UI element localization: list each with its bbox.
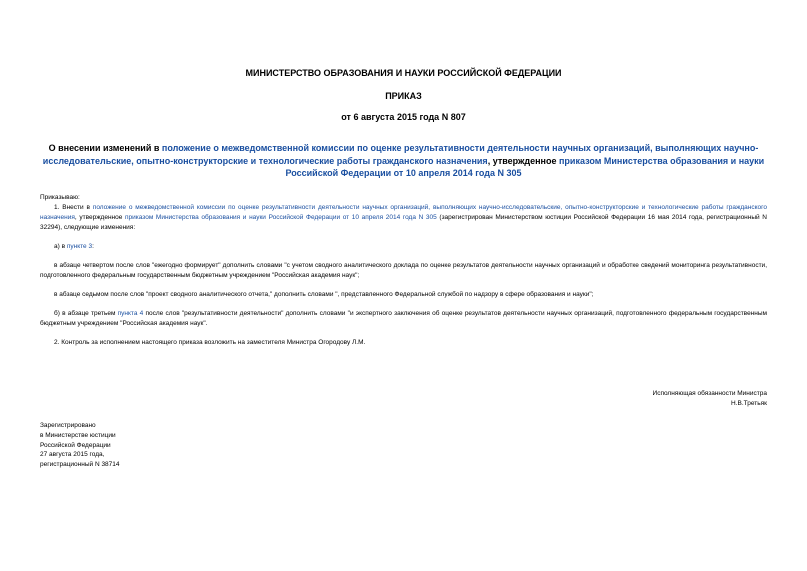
subject-middle: , утвержденное — [487, 155, 559, 166]
item-b-link[interactable]: пункта 4 — [117, 310, 144, 317]
item-a-paragraph-2: в абзаце седьмом после слов "проект сводного аналитического отчета," дополнить словами ", представленного Федеральной службой по надзору в сфере образования и науки"; — [54, 291, 594, 298]
item-a — [40, 242, 767, 252]
registration-block — [40, 421, 120, 470]
item-b-prefix: б) в абзаце третьем — [54, 310, 118, 317]
subject-link-order[interactable]: приказом Министерства образования и науки Российской Федерации от 10 апреля 2014 года N 305 — [285, 155, 765, 178]
registration-line-4: 27 августа 2015 года, — [40, 451, 105, 459]
document-subject — [42, 142, 765, 180]
date-number-heading: от 6 августа 2015 года N 807 — [341, 112, 466, 122]
item-b-suffix: после слов "результативности деятельности" дополнить словами "и экспертного заключения об оценке результатов деятельности научных организаций, подготовленного федеральным государственным бюджетным учреждением "Российская академия наук". — [40, 310, 768, 327]
signature-title: Исполняющая обязанности Министра — [652, 390, 767, 397]
p1-link-order[interactable]: приказом Министерства образования и науки Российской Федерации от 10 апреля 2014 года N 305 — [125, 214, 437, 221]
item-a-suffix: : — [92, 243, 94, 250]
document-body — [40, 193, 767, 348]
registration-line-3: Российской Федерации — [40, 441, 111, 449]
registration-line-5: регистрационный N 38714 — [40, 461, 120, 469]
registration-line-1: Зарегистрировано — [40, 422, 96, 429]
item-b — [40, 309, 767, 329]
item-a-link[interactable]: пункте 3 — [66, 243, 93, 250]
paragraph-2: 2. Контроль за исполнением настоящего приказа возложить на заместителя Министра Огородову Л.М. — [54, 339, 366, 346]
item-a-paragraph-1: в абзаце четвертом после слов "ежегодно формирует" дополнить словами "с учетом сводного аналитического доклада по оценке результатов деятельности научных организаций и обработке сведений мониторинга результативности, подготовленного федеральным государственным бюджетным учреждением "Российская академия наук"; — [40, 262, 767, 279]
order-word: Приказываю: — [40, 194, 80, 201]
item-a-prefix: а) в — [54, 243, 67, 250]
doc-type-heading: ПРИКАЗ — [385, 91, 422, 101]
signature-name: Н.В.Третьяк — [731, 400, 767, 407]
p1-link-regulation[interactable]: положение о межведомственной комиссии по оценке результативности деятельности научных организаций, выполняющих научно-исследовательские, опытно-конструкторские и технологические работы гражданского назначения — [40, 204, 767, 221]
p1-prefix: 1. Внести в — [54, 204, 93, 211]
subject-prefix: О внесении изменений в — [48, 143, 162, 153]
p1-mid: , утвержденное — [74, 214, 125, 221]
p1-suffix: (зарегистрирован Министерством юстиции Российской Федерации 16 мая 2014 года, регистрационный N 32294), следующие изменения: — [40, 214, 767, 231]
registration-line-2: в Министерстве юстиции — [40, 431, 116, 439]
subject-link-regulation[interactable]: положение о межведомственной комиссии по оценке результативности деятельности научных организаций, выполняющих научно-исследовательские, опытно-конструкторские и технологические работы гражданского назначения — [42, 143, 759, 166]
ministry-heading: МИНИСТЕРСТВО ОБРАЗОВАНИЯ И НАУКИ РОССИЙСКОЙ ФЕДЕРАЦИИ — [245, 68, 562, 78]
paragraph-1 — [40, 203, 767, 233]
